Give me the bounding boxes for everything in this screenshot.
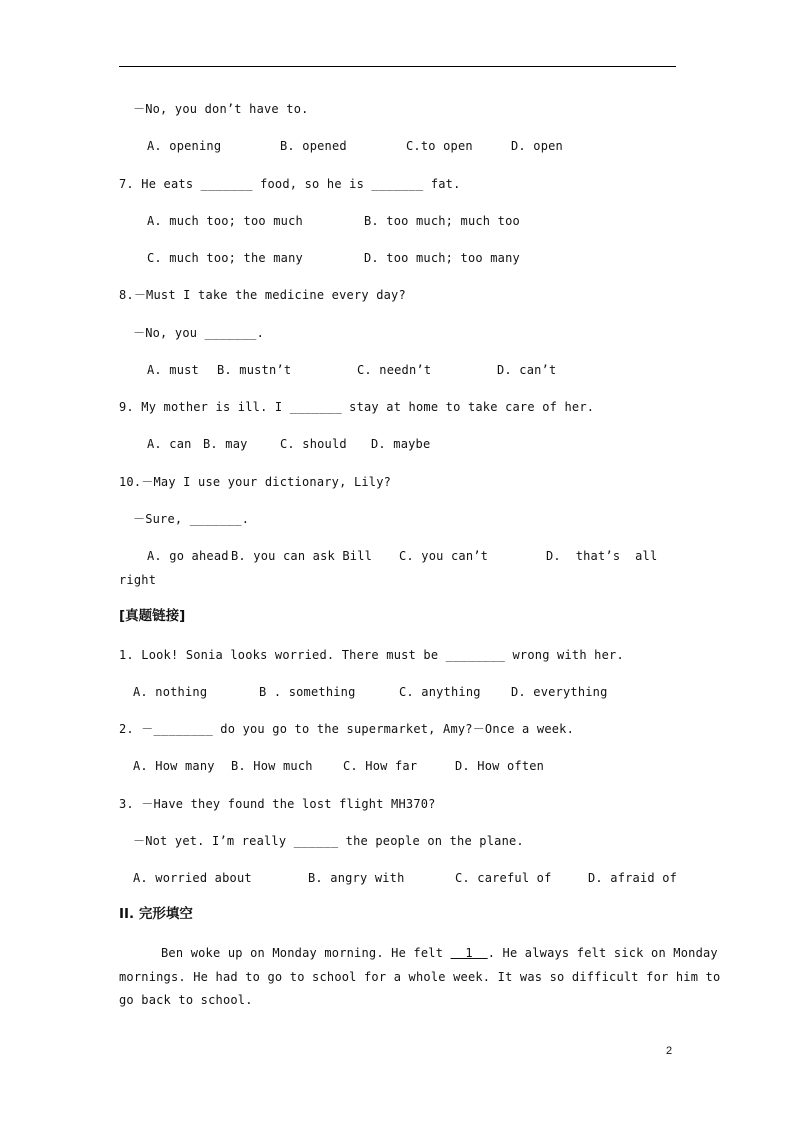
r1-option-c: C. anything [399, 685, 481, 699]
q9-option-d: D. maybe [371, 437, 431, 451]
q10-answer: －Sure, _______. [133, 512, 250, 526]
q7-option-a: A. much too; too much [147, 214, 303, 228]
cloze-text-start: Ben woke up on Monday morning. He felt [161, 946, 451, 960]
cloze-text-rest: . He always felt sick on Monday [487, 946, 718, 960]
r1-stem: 1. Look! Sonia looks worried. There must be ________ wrong with her. [119, 648, 624, 662]
q7-option-c: C. much too; the many [147, 251, 303, 265]
r2-option-d: D. How often [455, 759, 545, 773]
section-title-cloze: II. 完形填空 [119, 906, 193, 922]
r2-option-b: B. How much [231, 759, 313, 773]
r2-option-c: C. How far [343, 759, 418, 773]
cloze-blank-1: 1 [450, 946, 488, 960]
r1-option-a: A. nothing [133, 685, 208, 699]
q6-option-d: D. open [511, 139, 563, 153]
q8-option-a: A. must [147, 363, 199, 377]
r3-option-c: C. careful of [455, 871, 552, 885]
page-number: 2 [666, 1045, 673, 1057]
q10-option-c: C. you can’t [399, 549, 489, 563]
q6-option-b: B. opened [280, 139, 347, 153]
q6-option-c: C.to open [406, 139, 473, 153]
q6-answer: －No, you don’t have to. [133, 102, 309, 116]
q9-option-a: A. can [147, 437, 192, 451]
q10-option-d: D. that’s all [546, 549, 658, 563]
header-rule [119, 66, 676, 67]
r3-answer: －Not yet. I’m really ______ the people on the plane. [133, 834, 524, 848]
q7-option-d: D. too much; too many [364, 251, 520, 265]
cloze-paragraph-line-1 [161, 946, 718, 960]
q8-stem: 8.－Must I take the medicine every day? [119, 288, 406, 302]
r1-option-d: D. everything [511, 685, 608, 699]
q10-option-b: B. you can ask Bill [231, 549, 373, 563]
q9-stem: 9. My mother is ill. I _______ stay at home to take care of her. [119, 400, 595, 414]
r3-option-a: A. worried about [133, 871, 252, 885]
q7-option-b: B. too much; much too [364, 214, 520, 228]
r2-option-a: A. How many [133, 759, 215, 773]
q8-option-c: C. needn’t [357, 363, 432, 377]
q6-option-a: A. opening [147, 139, 222, 153]
cloze-paragraph-line-2: mornings. He had to go to school for a whole week. It was so difficult for him to [119, 970, 721, 984]
q10-option-d-wrap: right [119, 573, 157, 587]
r3-stem: 3. －Have they found the lost flight MH370? [119, 797, 436, 811]
q10-option-a: A. go ahead [147, 549, 229, 563]
r2-stem: 2. －________ do you go to the supermarket, Amy?－Once a week. [119, 722, 575, 736]
q10-stem: 10.－May I use your dictionary, Lily? [119, 475, 392, 489]
q8-option-b: B. mustn’t [217, 363, 292, 377]
q7-stem: 7. He eats _______ food, so he is _______ fat. [119, 177, 461, 191]
section-title-exam-links: [真题链接] [119, 608, 186, 624]
q8-option-d: D. can’t [497, 363, 557, 377]
q9-option-c: C. should [280, 437, 347, 451]
r1-option-b: B . something [259, 685, 356, 699]
r3-option-d: D. afraid of [588, 871, 678, 885]
q8-answer: －No, you _______. [133, 326, 264, 340]
r3-option-b: B. angry with [308, 871, 405, 885]
cloze-paragraph-line-3: go back to school. [119, 993, 253, 1007]
q9-option-b: B. may [203, 437, 248, 451]
